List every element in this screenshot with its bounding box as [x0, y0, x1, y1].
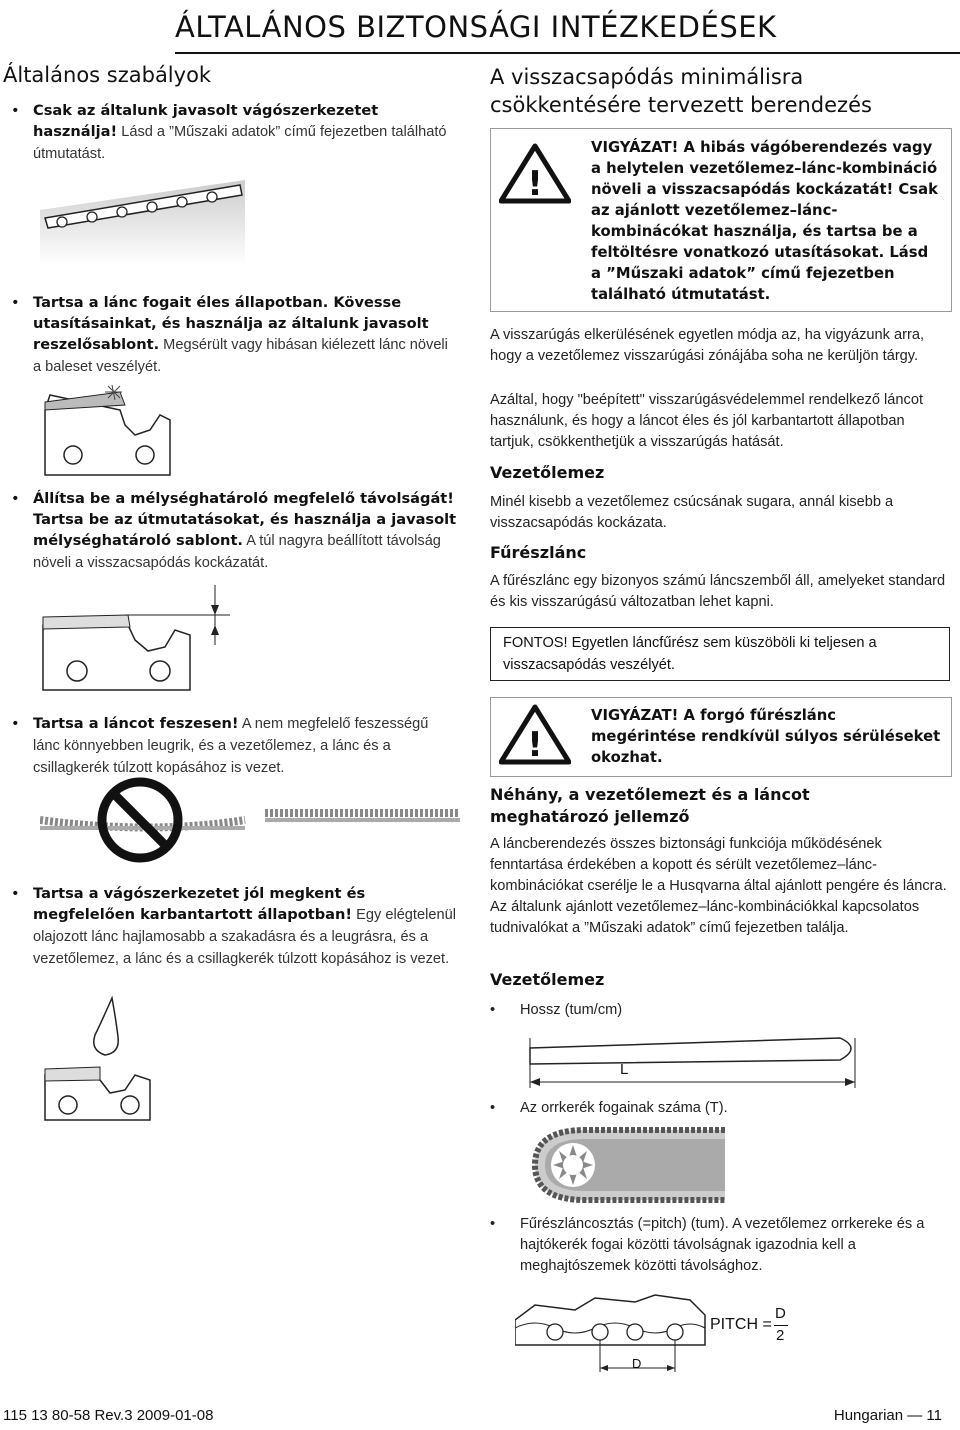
- section-heading-kickback: A visszacsapódás minimálisra csökkentésére tervezett berendezés: [490, 65, 872, 117]
- chain-tension-illustration: [40, 775, 460, 870]
- bullet-text: A nem megfelelő feszességű lánc könnyebben leugrik, és a vezetőlemez, a lánc és a csillagkerék túlzott kopásához is vezet.: [33, 716, 429, 776]
- warning-triangle-icon: [499, 143, 571, 205]
- svg-text:!: !: [527, 725, 543, 765]
- bullet-bold: Tartsa a láncot feszesen!: [33, 715, 239, 732]
- subheading-saw-chain: Fűrészlánc: [490, 543, 587, 562]
- chain-illustration: [40, 170, 250, 265]
- bullet-text: Lásd a ”Műszaki adatok” című fejezetben található útmutatást.: [33, 124, 447, 162]
- kickback-para-1: A visszarúgás elkerülésének egyetlen módja az, ha vigyázunk arra, hogy a vezetőlemez visszarúgási zónájába soha ne kerüljön tárgy.: [490, 327, 924, 364]
- pitch-d-label: D: [632, 1356, 642, 1371]
- footer-page-number: Hungarian — 11: [833, 1407, 942, 1424]
- kickback-para-2: Azáltal, hogy "beépített" visszarúgásvédelemmel rendelkező láncot használunk, és hogy a láncot éles és jól karbantartott állapotban tartjuk, csökkenthetjük a visszarúgás hatását.: [490, 392, 924, 450]
- pitch-illustration: [515, 1290, 715, 1380]
- depth-gauge-illustration: [40, 585, 230, 695]
- bullet-sharp-teeth: • Tartsa a lánc fogait éles állapotban. Kövesse utasításainkat, és használja az általunk javasolt reszelősablont. Megsérült vagy hibásan kiélezett lánc növeli a baleset veszélyét.: [11, 294, 448, 375]
- bullet-bold: Tartsa a lánc fogait éles állapotban. Kövesse utasításainkat, és használja az általunk javasolt reszelősablont.: [33, 294, 429, 353]
- chain-tooth-illustration: [40, 380, 180, 480]
- guide-bar-length-illustration: [510, 1030, 870, 1090]
- important-box: FONTOS! Egyetlen láncfűrész sem küszöböli ki teljesen a visszacsapódás veszélyét.: [490, 627, 950, 681]
- list-item-teeth: • Az orrkerék fogainak száma (T).: [490, 1100, 728, 1116]
- bullet-text: Megsérült vagy hibásan kiélezett lánc növeli a baleset veszélyét.: [33, 337, 448, 375]
- characteristics-para: A láncberendezés összes biztonsági funkciója működésének fenntartása érdekében a kopott és sérült vezetőlemez–lánc-kombinációkat cserélje le a Husqvarna által ajánlott pengére és láncra. Az általunk ajánlott vezetőlemez–lánc-kombinációkkal kapcsolatos tudnivalókat a ”Műszaki adatok” című fejezetben találja.: [490, 836, 947, 936]
- title-rule: [175, 52, 960, 54]
- oil-drop-illustration: [40, 995, 160, 1125]
- saw-chain-para: A fűrészlánc egy bizonyos számú láncszemből áll, amelyeket standard és kis visszarúgású változatban lehet kapni.: [490, 573, 946, 610]
- subheading-guide-bar: Vezetőlemez: [490, 463, 605, 482]
- list-item-length: • Hossz (tum/cm): [490, 1002, 623, 1018]
- bullet-bold: Tartsa a vágószerkezetet jól megkent és megfelelően karbantartott állapotban!: [33, 885, 366, 923]
- bullet-chain-tension: • Tartsa a láncot feszesen! A nem megfelelő feszességű lánc könnyebben leugrik, és a vezetőlemez, a lánc és a csillagkerék túlzott kopásához is vezet.: [11, 715, 429, 776]
- bullet-lubrication: • Tartsa a vágószerkezetet jól megkent és megfelelően karbantartott állapotban! Egy elégtelenül olajozott lánc hajlamosabb a szakadásra és a leugrásra, és a vezetőlemez, a lánc és a csillagkerék túlzott kopásához is vezet.: [11, 885, 456, 967]
- list-item-pitch: • Fűrészláncosztás (=pitch) (tum). A vezetőlemez orrkereke és a hajtókerék fogai közötti távolságnak igazodnia kell a meghajtószemek közötti távolsághoz.: [490, 1216, 925, 1274]
- warning-box-1: [490, 128, 952, 312]
- section-heading-general-rules: Általános szabályok: [3, 63, 212, 87]
- fraction-bar: [774, 1325, 788, 1326]
- bullet-depth-gauge: • Állítsa be a mélységhatároló megfelelő távolságát! Tartsa be az útmutatásokat, és használja a javasolt mélységhatároló sablont. A túl nagyra beállított távolság növeli a visszacsapódás kockázatát.: [11, 490, 457, 571]
- bullet-text: A túl nagyra beállított távolság növeli a visszacsapódás kockázatát.: [33, 533, 441, 571]
- svg-text:!: !: [527, 164, 543, 204]
- warning-box-2: [490, 697, 952, 777]
- page-title: ÁLTALÁNOS BIZTONSÁGI INTÉZKEDÉSEK: [175, 10, 777, 44]
- warning-text-1: VIGYÁZAT! A hibás vágóberendezés vagy a helytelen vezetőlemez–lánc-kombináció növeli a visszacsapódás kockázatát! Csak az ajánlott vezetőlemez–lánc-kombinácókat használja, és tartsa be a feltöltésre vonatkozó utasításokat. Lásd a ”Műszaki adatok” című fejezetben található útmutatást.: [591, 139, 938, 303]
- bullet-bold: Csak az általunk javasolt vágószerkezetet használja!: [33, 102, 379, 140]
- nose-sprocket-illustration: [525, 1125, 725, 1205]
- pitch-formula: PITCH =: [710, 1316, 772, 1333]
- pitch-formula-numerator: D: [775, 1305, 786, 1322]
- list-item-text: Hossz (tum/cm): [520, 1002, 623, 1018]
- guide-bar-para: Minél kisebb a vezetőlemez csúcsának sugara, annál kisebb a visszacsapódás kockázata.: [490, 494, 894, 531]
- list-item-text: Az orrkerék fogainak száma (T).: [520, 1100, 728, 1116]
- bullet-bold: Állítsa be a mélységhatároló megfelelő távolságát! Tartsa be az útmutatásokat, és használja a javasolt mélységhatároló sablont.: [33, 490, 457, 549]
- length-label: L: [620, 1061, 629, 1078]
- bullet-text: Egy elégtelenül olajozott lánc hajlamosabb a szakadásra és a leugrásra, és a vezetőlemez, a lánc és a csillagkerék túlzott kopásához is vezet.: [33, 907, 456, 967]
- pitch-formula-denominator: 2: [776, 1327, 785, 1344]
- list-item-text: Fűrészláncosztás (=pitch) (tum). A vezetőlemez orrkereke és a hajtókerék fogai közötti távolságnak igazodnia kell a meghajtószemek közötti távolsághoz.: [520, 1216, 925, 1274]
- warning-text-2: VIGYÁZAT! A forgó fűrészlánc megérintése rendkívül súlyos sérüléseket okozhat.: [591, 707, 941, 766]
- subheading-characteristics: Néhány, a vezetőlemezt és a láncot meghatározó jellemző: [490, 785, 810, 826]
- bullet-cutting-equipment: • Csak az általunk javasolt vágószerkezetet használja! Lásd a ”Műszaki adatok” című fejezetben található útmutatást.: [11, 102, 447, 162]
- footer-doc-id: 115 13 80-58 Rev.3 2009-01-08: [3, 1407, 214, 1424]
- warning-triangle-icon: [499, 704, 571, 766]
- subheading-guide-bar-2: Vezetőlemez: [490, 970, 605, 989]
